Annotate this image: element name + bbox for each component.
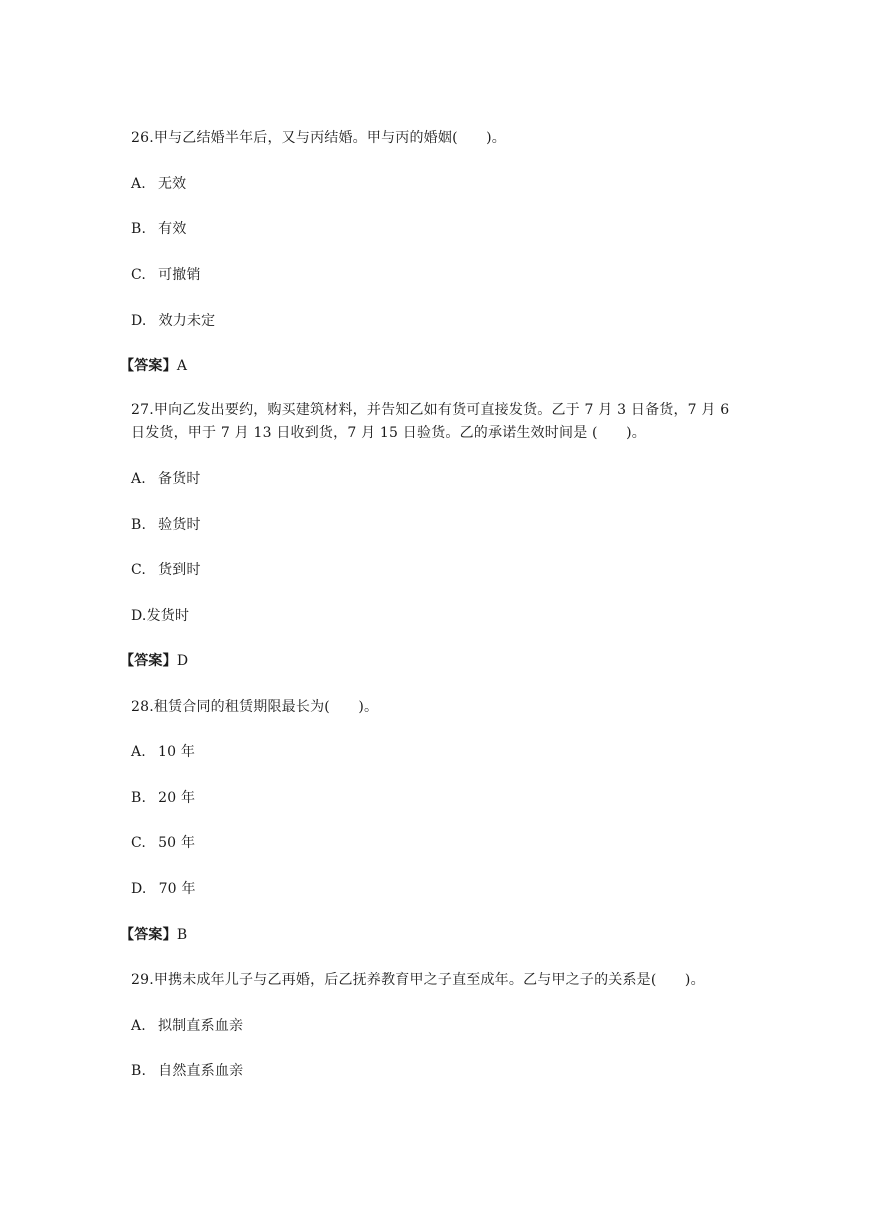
question-27-stem: 27.甲向乙发出要约，购买建筑材料，并告知乙如有货可直接发货。乙于 7 月 3 日备货，7 月 6 日发货，甲于 7 月 13 日收到货，7 月 15 日验货。乙的承诺生效时间是 ( )。: [131, 402, 730, 441]
option-text: 验货时: [158, 517, 201, 533]
option-letter: B.: [131, 790, 147, 806]
option-letter: C.: [131, 267, 147, 283]
question-29-option-b: [131, 1061, 243, 1081]
option-letter: D.: [131, 881, 147, 897]
question-27-option-c: [131, 560, 201, 580]
option-letter: C.: [131, 562, 147, 578]
option-text: 20 年: [158, 790, 196, 806]
option-text: 货到时: [158, 562, 201, 578]
option-text: 备货时: [157, 471, 201, 487]
option-letter: D.: [131, 608, 147, 624]
question-26-answer: [120, 356, 187, 376]
question-29-stem: 29.甲携未成年儿子与乙再婚，后乙抚养教育甲之子直至成年。乙与甲之子的关系是( )。: [131, 972, 705, 988]
option-letter: B.: [131, 221, 147, 237]
option-letter: A.: [131, 744, 146, 760]
question-26-option-c: [131, 265, 201, 285]
option-text: 50 年: [158, 835, 196, 851]
option-letter: B.: [131, 517, 147, 533]
option-text: 自然直系血亲: [158, 1063, 244, 1079]
question-26-stem: 26.甲与乙结婚半年后，又与丙结婚。甲与丙的婚姻( )。: [131, 130, 506, 146]
option-text: 70 年: [158, 881, 196, 897]
option-text: 拟制直系血亲: [157, 1018, 244, 1034]
question-29-option-a: [131, 1016, 243, 1036]
question-28-stem: 28.租赁合同的租赁期限最长为( )。: [131, 699, 379, 715]
answer-label: 【答案】: [120, 653, 177, 669]
option-text: 效力未定: [158, 313, 216, 329]
question-27-option-a: [131, 469, 201, 489]
answer-value: A: [176, 358, 188, 374]
question-27-option-d: [131, 606, 189, 626]
question-28-option-a: [131, 742, 195, 762]
option-letter: C.: [131, 835, 147, 851]
question-26-option-a: [131, 174, 186, 194]
option-text: 10 年: [157, 744, 196, 760]
answer-value: D: [176, 653, 189, 669]
option-letter: A.: [131, 176, 146, 192]
question-27-option-b: [131, 515, 201, 535]
option-text: 可撤销: [158, 267, 201, 283]
option-letter: A.: [131, 1018, 146, 1034]
option-text: 无效: [157, 176, 187, 192]
question-28-option-d: [131, 879, 196, 899]
question-28-answer: [120, 925, 187, 945]
question-28-option-c: [131, 833, 195, 853]
question-27-answer: [120, 651, 188, 671]
answer-label: 【答案】: [120, 358, 177, 374]
option-letter: D.: [131, 313, 147, 329]
option-letter: B.: [131, 1063, 147, 1079]
answer-value: B: [176, 927, 188, 943]
option-text: 发货时: [146, 608, 190, 624]
option-text: 有效: [158, 221, 187, 237]
question-26-option-b: [131, 219, 187, 239]
answer-label: 【答案】: [120, 927, 177, 943]
question-26-option-d: [131, 311, 215, 331]
question-28-option-b: [131, 788, 195, 808]
option-letter: A.: [131, 471, 146, 487]
